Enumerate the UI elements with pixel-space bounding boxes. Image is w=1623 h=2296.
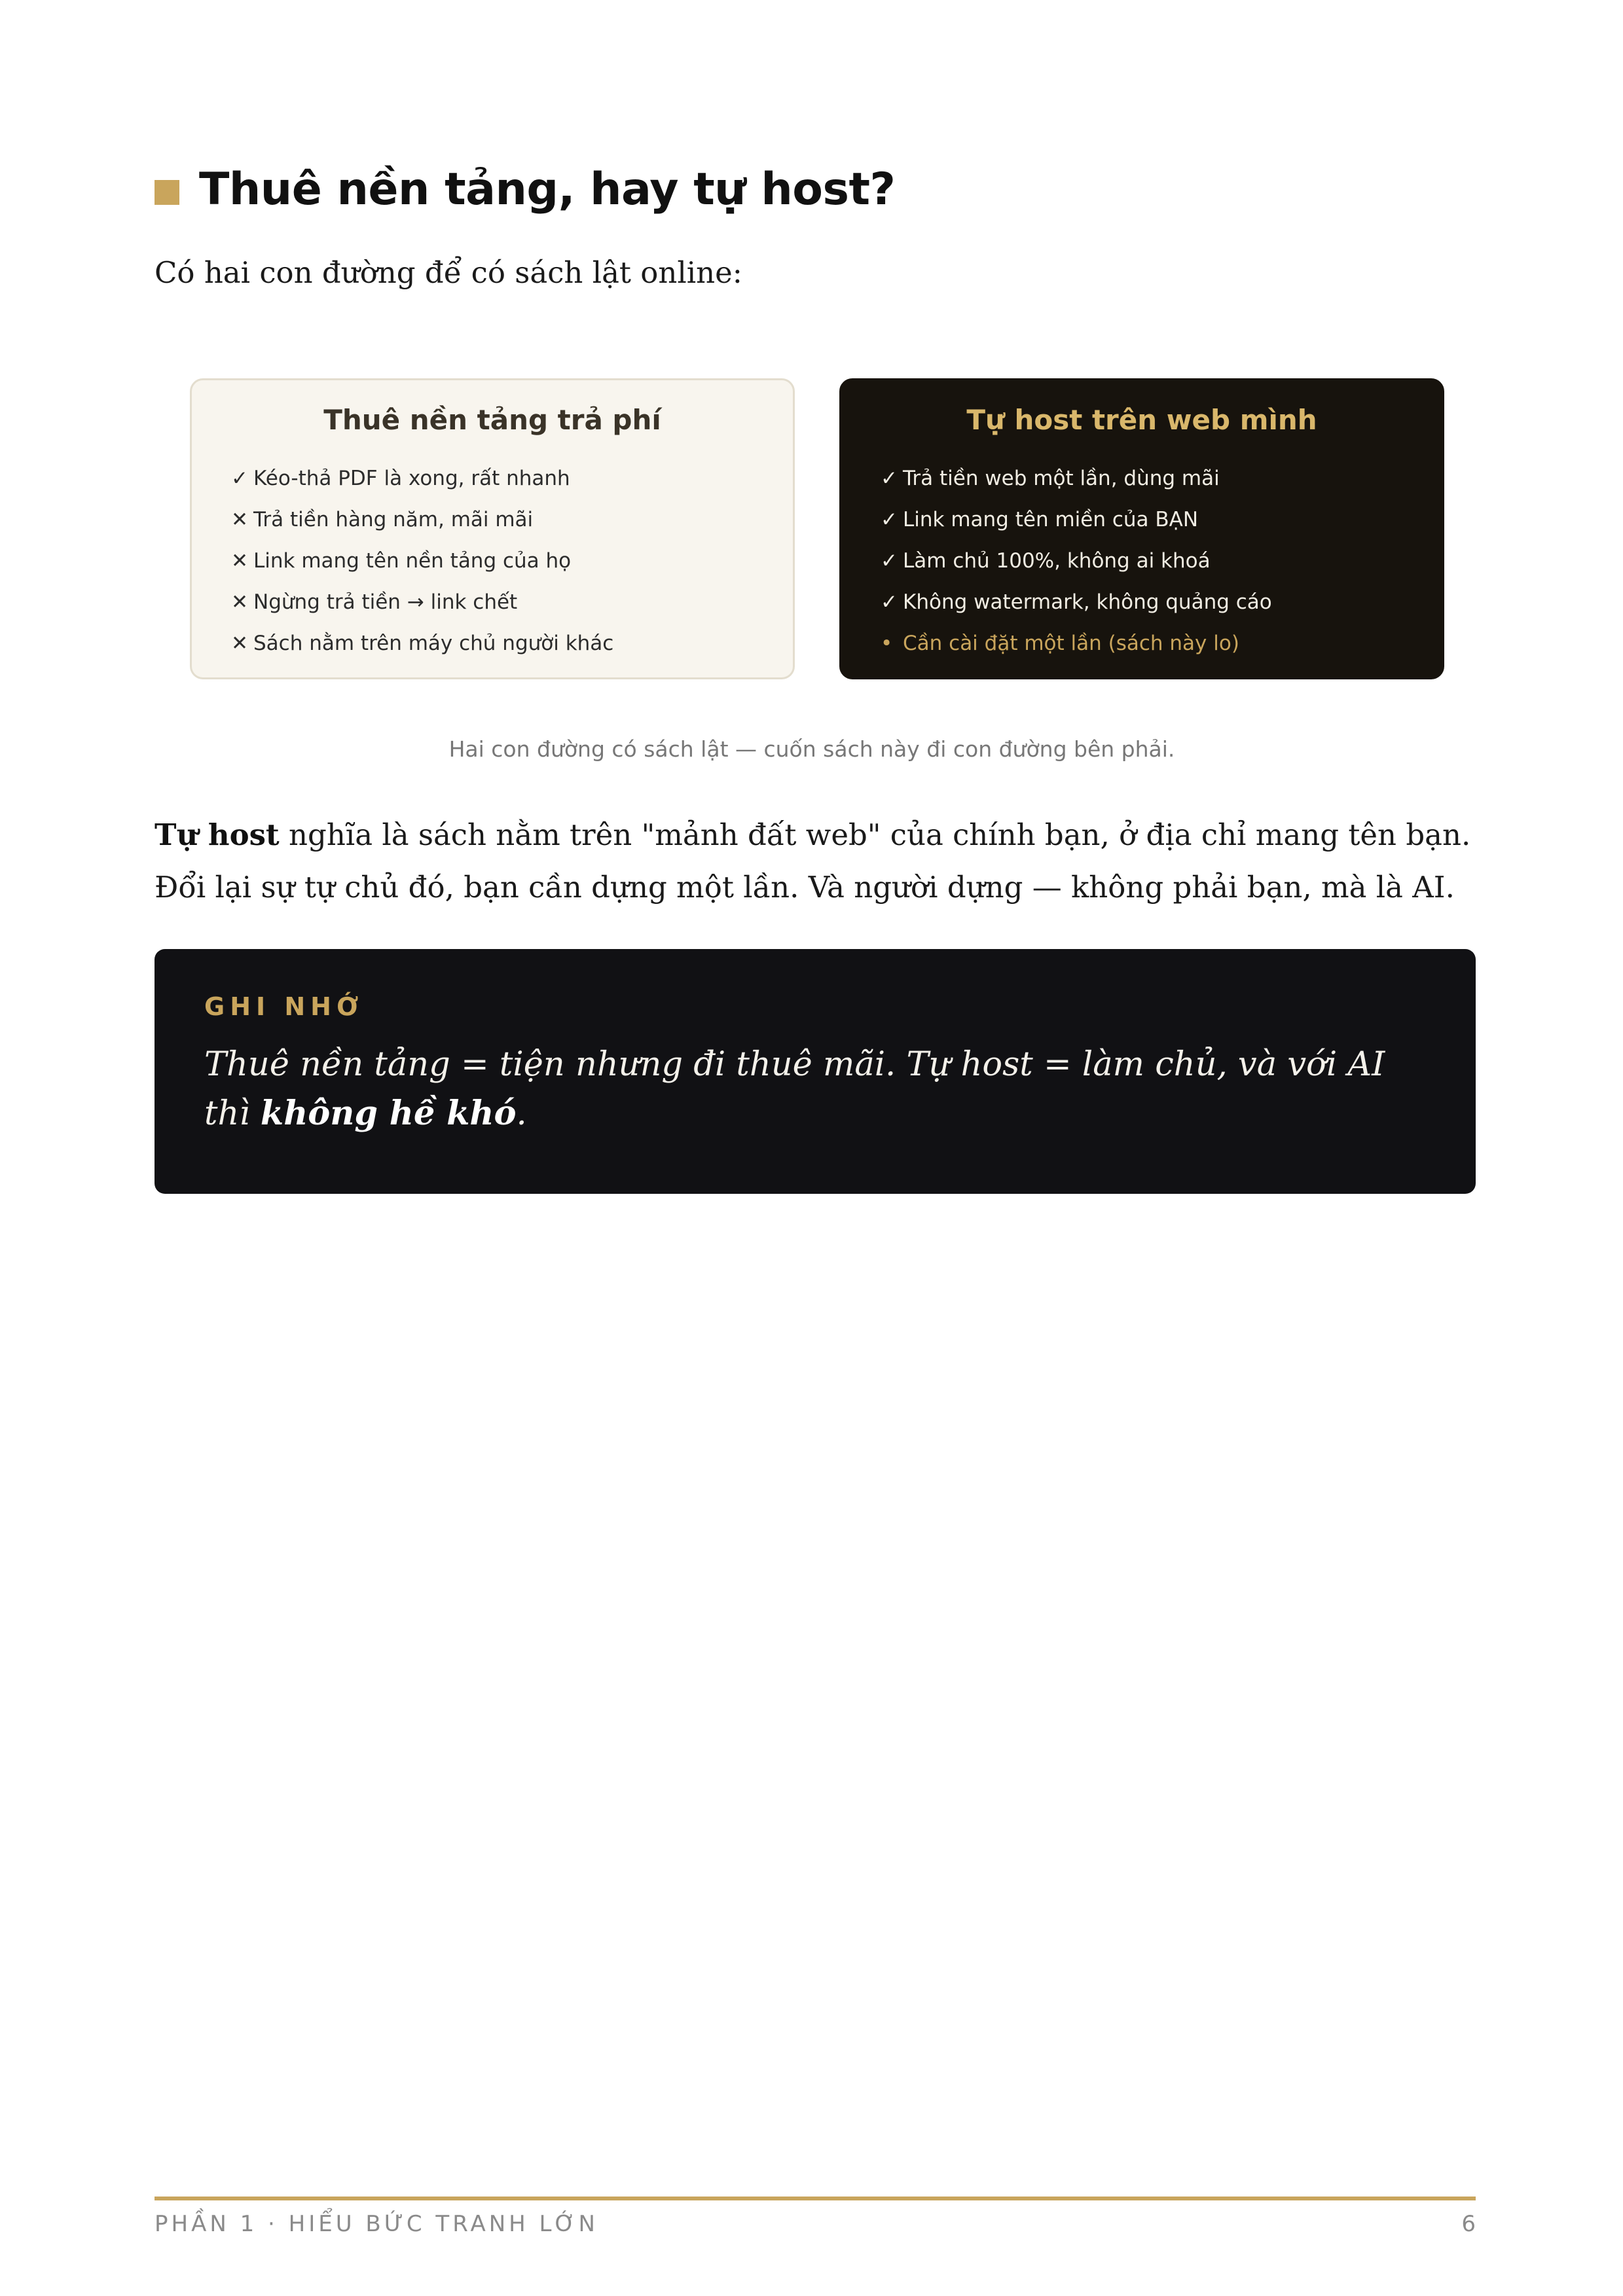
list-item: ✕ Sách nằm trên máy chủ người khác — [231, 623, 793, 664]
body-paragraph — [155, 809, 1477, 914]
list-item: ✓ Trả tiền web một lần, dùng mãi — [881, 458, 1442, 499]
cross-icon: ✕ — [231, 549, 248, 573]
list-item: ✓ Kéo-thả PDF là xong, rất nhanh — [231, 458, 793, 499]
card-paid-platform — [190, 378, 795, 679]
list-item: ✓ Làm chủ 100%, không ai khoá — [881, 541, 1442, 582]
card-list — [881, 458, 1442, 664]
note-callout — [155, 949, 1476, 1194]
check-icon: ✓ — [881, 508, 898, 531]
check-icon: ✓ — [881, 467, 898, 490]
paragraph-text: nghĩa là sách nằm trên "mảnh đất web" của chính bạn, ở địa chỉ mang tên bạn. Đổi lại sự tự chủ đó, bạn cần dựng một lần. Và người dựng — không phải bạn, mà là AI. — [155, 817, 1471, 905]
bullet-icon: • — [881, 632, 893, 655]
footer-divider — [155, 2197, 1476, 2200]
cross-icon: ✕ — [231, 632, 248, 655]
paragraph-bold: Tự host — [155, 817, 280, 852]
callout-text: Thuê nền tảng = tiện nhưng đi thuê mãi. Tự host = làm chủ, và với AI thì không hề khó. — [204, 1045, 1385, 1133]
page-number: 6 — [1461, 2211, 1476, 2237]
intro-text: Có hai con đường để có sách lật online: — [155, 255, 742, 290]
list-item: ✕ Ngừng trả tiền → link chết — [231, 582, 793, 623]
list-item: ✕ Trả tiền hàng năm, mãi mãi — [231, 499, 793, 541]
check-icon: ✓ — [881, 549, 898, 573]
figure-caption: Hai con đường có sách lật — cuốn sách này đi con đường bên phải. — [448, 736, 1175, 762]
heading-square-icon — [155, 180, 179, 205]
list-item: ✕ Link mang tên nền tảng của họ — [231, 541, 793, 582]
section-title: Thuê nền tảng, hay tự host? — [199, 164, 896, 215]
card-title: Tự host trên web mình — [966, 404, 1317, 436]
card-title: Thuê nền tảng trả phí — [323, 404, 661, 436]
section-heading — [155, 164, 895, 215]
check-icon: ✓ — [881, 590, 898, 614]
list-item: ✓ Không watermark, không quảng cáo — [881, 582, 1442, 623]
footer-chapter: PHẦN 1 · HIỂU BỨC TRANH LỚN — [155, 2211, 598, 2237]
list-item: • Cần cài đặt một lần (sách này lo) — [881, 623, 1442, 664]
callout-label: GHI NHỚ — [204, 992, 364, 1021]
cross-icon: ✕ — [231, 508, 248, 531]
card-self-host — [839, 378, 1444, 679]
check-icon: ✓ — [231, 467, 248, 490]
cross-icon: ✕ — [231, 590, 248, 614]
card-list — [231, 458, 793, 664]
callout-bold: không hề khó — [260, 1094, 517, 1133]
list-item: ✓ Link mang tên miền của BẠN — [881, 499, 1442, 541]
